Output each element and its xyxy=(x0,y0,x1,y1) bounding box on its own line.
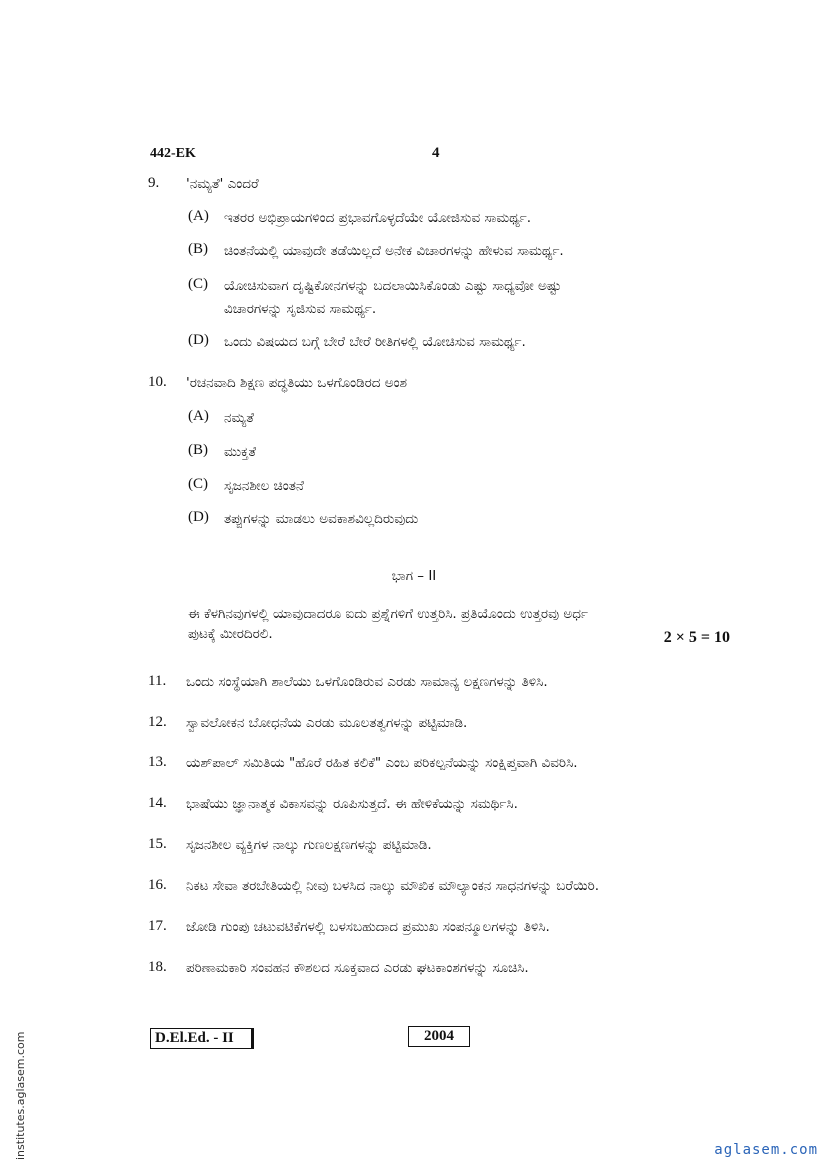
instruction-line: ಪುಟಕ್ಕೆ ಮೀರದಿರಲಿ. xyxy=(188,626,273,642)
option-text-continued: ವಿಚಾರಗಳನ್ನು ಸೃಜಿಸುವ ಸಾಮರ್ಥ್ಯ. xyxy=(224,301,377,317)
option-label: (A) xyxy=(188,208,209,224)
option-text: ಒಂದು ವಿಷಯದ ಬಗ್ಗೆ ಬೇರೆ ಬೇರೆ ರೀತಿಗಳಲ್ಲಿ ಯೋಚಿಸುವ ಸಾಮರ್ಥ್ಯ. xyxy=(224,334,526,350)
section-instruction xyxy=(188,604,730,644)
question-text: ಸ್ವಾವಲೋಕನ ಬೋಧನೆಯ ಎರಡು ಮೂಲತತ್ವಗಳನ್ನು ಪಟ್ಟಿಮಾಡಿ. xyxy=(186,715,468,731)
page-number: 4 xyxy=(432,145,440,161)
question-text: ಭಾಷೆಯು ಜ್ಞಾನಾತ್ಮಕ ವಿಕಾಸವನ್ನು ರೂಪಿಸುತ್ತದೆ. ಈ ಹೇಳಿಕೆಯನ್ನು ಸಮರ್ಥಿಸಿ. xyxy=(186,796,518,812)
option-text: ನಮ್ಯತೆ xyxy=(224,410,254,426)
question-number: 18. xyxy=(148,959,167,975)
question-number: 15. xyxy=(148,836,167,852)
option-text: ಚಿಂತನೆಯಲ್ಲಿ ಯಾವುದೇ ತಡೆಯಿಲ್ಲದೆ ಅನೇಕ ವಿಚಾರಗಳನ್ನು ಹೇಳುವ ಸಾಮರ್ಥ್ಯ. xyxy=(224,243,564,259)
question-number: 17. xyxy=(148,918,167,934)
paper-code: 442-EK xyxy=(150,146,196,161)
option-label: (D) xyxy=(188,509,209,525)
question-number: 11. xyxy=(148,673,167,689)
question-number: 9. xyxy=(148,175,160,191)
question-text: 'ರಚನವಾದಿ ಶಿಕ್ಷಣ ಪದ್ಧತಿಯು ಒಳಗೊಂಡಿರದ ಅಂಶ xyxy=(186,375,408,391)
marks-scheme: 2 × 5 = 10 xyxy=(663,629,730,646)
option-text: ಇತರರ ಅಭಿಪ್ರಾಯಗಳಿಂದ ಪ್ರಭಾವಗೊಳ್ಳದೆಯೇ ಯೋಜಿಸುವ ಸಾಮರ್ಥ್ಯ. xyxy=(224,210,532,226)
question-text: ಜೋಡಿ ಗುಂಪು ಚಟುವಟಿಕೆಗಳಲ್ಲಿ ಬಳಸಬಹುದಾದ ಪ್ರಮುಖ ಸಂಪನ್ಮೂಲಗಳನ್ನು ತಿಳಿಸಿ. xyxy=(186,919,550,935)
year-box: 2004 xyxy=(408,1026,470,1047)
course-code-box: D.El.Ed. - II xyxy=(150,1028,254,1049)
question-number: 10. xyxy=(148,374,167,390)
option-label: (C) xyxy=(188,476,208,492)
question-text: ಪರಿಣಾಮಕಾರಿ ಸಂವಹನ ಕೌಶಲದ ಸೂಕ್ತವಾದ ಎರಡು ಘಟಕಾಂಶಗಳನ್ನು ಸೂಚಿಸಿ. xyxy=(186,960,529,976)
question-number: 12. xyxy=(148,714,167,730)
option-label: (C) xyxy=(188,276,208,292)
option-label: (B) xyxy=(188,442,208,458)
side-url: institutes.aglasem.com xyxy=(14,1031,27,1160)
option-text: ಯೋಚಿಸುವಾಗ ದೃಷ್ಟಿಕೋನಗಳನ್ನು ಬದಲಾಯಿಸಿಕೊಂಡು ಎಷ್ಟು ಸಾಧ್ಯವೋ ಅಷ್ಟು xyxy=(224,278,562,294)
option-label: (B) xyxy=(188,241,208,257)
option-label: (A) xyxy=(188,408,209,424)
watermark: aglasem.com xyxy=(714,1142,818,1158)
question-text: 'ನಮ್ಯತೆ' ಎಂದರೆ xyxy=(186,176,259,192)
question-text: ಸೃಜನಶೀಲ ವ್ಯಕ್ತಿಗಳ ನಾಲ್ಕು ಗುಣಲಕ್ಷಣಗಳನ್ನು ಪಟ್ಟಿಮಾಡಿ. xyxy=(186,837,432,853)
option-text: ತಪ್ಪುಗಳನ್ನು ಮಾಡಲು ಅವಕಾಶವಿಲ್ಲದಿರುವುದು xyxy=(224,511,419,527)
question-text: ಯಶ್‌ಪಾಲ್ ಸಮಿತಿಯ "ಹೊರೆ ರಹಿತ ಕಲಿಕೆ" ಎಂಬ ಪರಿಕಲ್ಪನೆಯನ್ನು ಸಂಕ್ಷಿಪ್ತವಾಗಿ ವಿವರಿಸಿ. xyxy=(186,755,578,771)
instruction-line: ಈ ಕೆಳಗಿನವುಗಳಲ್ಲಿ ಯಾವುದಾದರೂ ಐದು ಪ್ರಶ್ನೆಗಳಿಗೆ ಉತ್ತರಿಸಿ. ಪ್ರತಿಯೊಂದು ಉತ್ತರವು ಅರ್ಧ xyxy=(188,606,588,622)
question-number: 14. xyxy=(148,795,167,811)
question-text: ಒಂದು ಸಂಸ್ಥೆಯಾಗಿ ಶಾಲೆಯು ಒಳಗೊಂಡಿರುವ ಎರಡು ಸಾಮಾನ್ಯ ಲಕ್ಷಣಗಳನ್ನು ತಿಳಿಸಿ. xyxy=(186,674,548,690)
option-text: ಮುಕ್ತತೆ xyxy=(224,444,257,460)
question-number: 16. xyxy=(148,877,167,893)
option-label: (D) xyxy=(188,332,209,348)
option-text: ಸೃಜನಶೀಲ ಚಿಂತನೆ xyxy=(224,478,304,494)
question-number: 13. xyxy=(148,754,167,770)
question-text: ನಿಕಟ ಸೇವಾ ತರಬೇತಿಯಲ್ಲಿ ನೀವು ಬಳಸಿದ ನಾಲ್ಕು ಮೌಖಿಕ ಮೌಲ್ಯಾಂಕನ ಸಾಧನಗಳನ್ನು ಬರೆಯಿರಿ. xyxy=(186,878,600,894)
section-title: ಭಾಗ – II xyxy=(391,568,437,584)
